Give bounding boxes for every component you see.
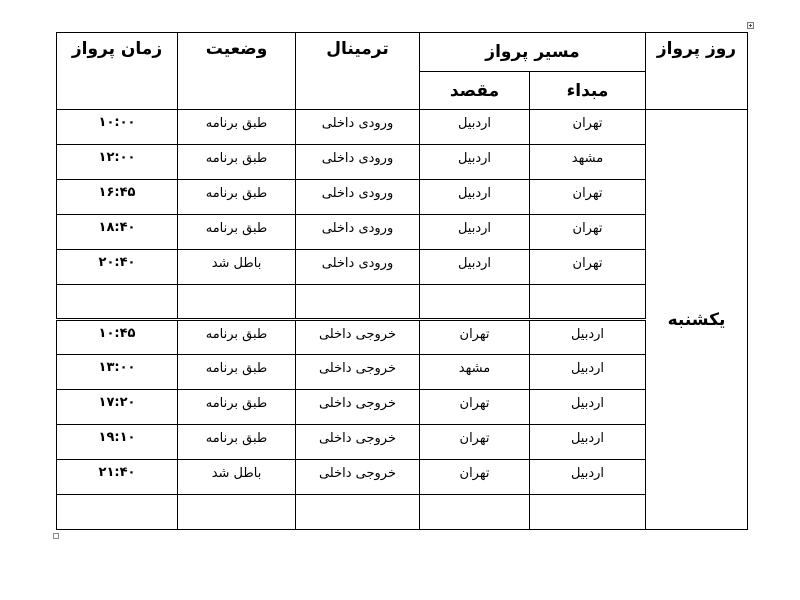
arrival-origin: تهران xyxy=(530,250,646,285)
header-time: زمان پرواز xyxy=(57,33,178,110)
day-cell: یکشنبه xyxy=(646,110,748,530)
table-row xyxy=(57,460,748,495)
arrival-destination: اردبیل xyxy=(420,250,530,285)
arrival-destination: اردبیل xyxy=(420,215,530,250)
flight-schedule-table xyxy=(56,32,748,530)
empty-row xyxy=(57,285,748,320)
arrival-time: ۱۸:۴۰ xyxy=(57,215,178,250)
header-route: مسیر پرواز xyxy=(420,33,646,72)
table-row xyxy=(57,250,748,285)
departure-destination: تهران xyxy=(420,460,530,495)
table-row xyxy=(57,215,748,250)
empty-row xyxy=(57,495,748,530)
empty-cell xyxy=(178,495,296,530)
header-day: روز پرواز xyxy=(646,33,748,110)
header-status: وضعیت xyxy=(178,33,296,110)
departure-status: طبق برنامه xyxy=(178,425,296,460)
departure-status: طبق برنامه xyxy=(178,320,296,355)
arrival-status: طبق برنامه xyxy=(178,215,296,250)
arrival-destination: اردبیل xyxy=(420,180,530,215)
departure-origin: اردبیل xyxy=(530,355,646,390)
table-row xyxy=(57,390,748,425)
empty-cell xyxy=(420,495,530,530)
arrival-terminal: ورودی داخلی xyxy=(296,145,420,180)
table-row xyxy=(57,320,748,355)
arrival-status: طبق برنامه xyxy=(178,110,296,145)
table-row xyxy=(57,110,748,145)
table-move-handle[interactable] xyxy=(747,22,754,29)
departure-destination: تهران xyxy=(420,320,530,355)
departure-terminal: خروجی داخلی xyxy=(296,425,420,460)
empty-cell xyxy=(420,285,530,320)
arrival-terminal: ورودی داخلی xyxy=(296,180,420,215)
departure-terminal: خروجی داخلی xyxy=(296,355,420,390)
arrival-status: طبق برنامه xyxy=(178,145,296,180)
departure-time: ۱۷:۲۰ xyxy=(57,390,178,425)
departure-terminal: خروجی داخلی xyxy=(296,460,420,495)
arrival-destination: اردبیل xyxy=(420,145,530,180)
arrival-status: باطل شد xyxy=(178,250,296,285)
departure-time: ۲۱:۴۰ xyxy=(57,460,178,495)
arrival-terminal: ورودی داخلی xyxy=(296,110,420,145)
table-row xyxy=(57,355,748,390)
table-row xyxy=(57,145,748,180)
departure-status: طبق برنامه xyxy=(178,390,296,425)
arrival-origin: تهران xyxy=(530,215,646,250)
empty-cell xyxy=(296,285,420,320)
arrival-origin: مشهد xyxy=(530,145,646,180)
departure-origin: اردبیل xyxy=(530,460,646,495)
departure-terminal: خروجی داخلی xyxy=(296,320,420,355)
arrival-destination: اردبیل xyxy=(420,110,530,145)
arrival-time: ۱۲:۰۰ xyxy=(57,145,178,180)
departure-destination: مشهد xyxy=(420,355,530,390)
arrival-status: طبق برنامه xyxy=(178,180,296,215)
arrival-origin: تهران xyxy=(530,180,646,215)
empty-cell xyxy=(530,495,646,530)
header-origin: مبداء xyxy=(530,72,646,110)
arrival-terminal: ورودی داخلی xyxy=(296,215,420,250)
departure-time: ۱۳:۰۰ xyxy=(57,355,178,390)
arrival-time: ۱۶:۴۵ xyxy=(57,180,178,215)
departure-origin: اردبیل xyxy=(530,320,646,355)
table-row xyxy=(57,425,748,460)
empty-cell xyxy=(296,495,420,530)
departure-time: ۱۹:۱۰ xyxy=(57,425,178,460)
header-destination: مقصد xyxy=(420,72,530,110)
departure-time: ۱۰:۴۵ xyxy=(57,320,178,355)
arrival-time: ۱۰:۰۰ xyxy=(57,110,178,145)
departure-origin: اردبیل xyxy=(530,425,646,460)
empty-cell xyxy=(57,285,178,320)
departure-status: طبق برنامه xyxy=(178,355,296,390)
departure-origin: اردبیل xyxy=(530,390,646,425)
arrival-terminal: ورودی داخلی xyxy=(296,250,420,285)
header-row xyxy=(57,33,748,72)
departure-destination: تهران xyxy=(420,390,530,425)
departure-destination: تهران xyxy=(420,425,530,460)
departure-status: باطل شد xyxy=(178,460,296,495)
empty-cell xyxy=(57,495,178,530)
arrival-origin: تهران xyxy=(530,110,646,145)
table-row xyxy=(57,180,748,215)
empty-cell xyxy=(178,285,296,320)
empty-cell xyxy=(530,285,646,320)
table-resize-handle[interactable] xyxy=(53,533,59,539)
departure-terminal: خروجی داخلی xyxy=(296,390,420,425)
header-terminal: ترمینال xyxy=(296,33,420,110)
arrival-time: ۲۰:۴۰ xyxy=(57,250,178,285)
